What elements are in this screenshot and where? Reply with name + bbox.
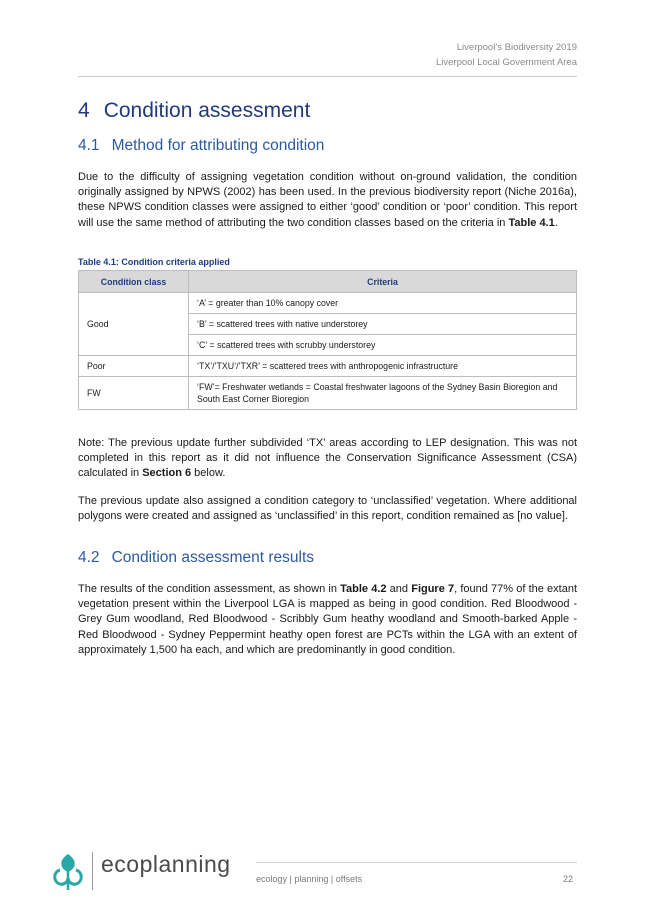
criteria-cell: ‘C’ = scattered trees with scrubby understorey — [189, 335, 577, 356]
condition-criteria-table — [78, 270, 577, 410]
page-number: 22 — [562, 874, 573, 884]
table-caption: Table 4.1: Condition criteria applied — [78, 257, 230, 267]
footer-divider — [256, 862, 577, 863]
table-row — [79, 356, 577, 377]
paragraph-text: , found 77% of the extant vegetation present within the Liverpool LGA is mapped as being in good condition. Red Bloodwood - Grey Gum woodland, Red Bloodwood - Scribbly Gum heathy woodland and Smooth-barked Apple - Red Bloodwood - Sydney Peppermint heathy open forest are PCTs within the LGA with an extent of approximately 1,500 ha each, and which are predominantly in good condition. — [78, 583, 578, 656]
ecoplanning-leaf-icon — [48, 851, 88, 891]
paragraph-results — [78, 582, 577, 658]
criteria-cell: ‘B’ = scattered trees with native understorey — [189, 314, 577, 335]
table-row — [79, 293, 577, 314]
subsection-heading-method — [78, 137, 324, 155]
criteria-cell: ‘TX’/’TXU’/’TXR’ = scattered trees with anthropogenic infrastructure — [189, 356, 577, 377]
section-number: 4 — [78, 99, 90, 122]
condition-class-cell: FW — [79, 377, 189, 410]
condition-class-cell: Poor — [79, 356, 189, 377]
header-criteria: Criteria — [189, 271, 577, 293]
footer-tagline: ecology | planning | offsets — [256, 874, 363, 884]
header-condition-class: Condition class — [79, 271, 189, 293]
table-reference: Table 4.2 — [340, 583, 387, 595]
section-title: Condition assessment — [103, 99, 311, 122]
paragraph-text: Note: The previous update further subdivided ‘TX’ areas according to LEP designation. This was not completed in this report as it did not influence the Conservation Significance Assessment (CSA) calculated in — [78, 437, 577, 480]
section-reference: Section 6 — [142, 467, 192, 480]
table-header-row — [79, 271, 577, 293]
paragraph-text: Due to the difficulty of assigning vegetation condition without on-ground validation, the condition originally assigned by NPWS (2002) has been used. In the previous biodiversity report (Niche 2016a), these NPWS condition classes were assigned to either ‘good’ condition or ‘poor’ condition. This report will use the same method of attributing the two condition classes based on the criteria in — [78, 171, 577, 229]
logo-divider — [92, 852, 93, 890]
subsection-heading-results — [78, 549, 314, 567]
header-report-title: Liverpool’s Biodiversity 2019 — [456, 42, 577, 53]
running-header — [436, 40, 577, 70]
criteria-cell: ‘FW’= Freshwater wetlands = Coastal freshwater lagoons of the Sydney Basin Bioregion and South East Corner Bioregion — [189, 377, 577, 410]
subsection-number: 4.2 — [78, 549, 100, 566]
paragraph-method — [78, 170, 577, 231]
paragraph-text: and — [386, 583, 412, 595]
paragraph-note — [78, 436, 577, 482]
figure-reference: Figure 7 — [411, 583, 455, 595]
header-area: Liverpool Local Government Area — [436, 57, 577, 68]
table-reference: Table 4.1 — [508, 216, 555, 229]
brand-name: ecoplanning — [101, 851, 231, 877]
paragraph-text: . — [554, 216, 558, 229]
subsection-title: Method for attributing condition — [111, 137, 325, 154]
paragraph-text: below. — [191, 467, 226, 480]
subsection-number: 4.1 — [78, 137, 100, 154]
condition-class-cell: Good — [79, 293, 189, 356]
paragraph-unclassified: The previous update also assigned a condition category to ‘unclassified’ vegetation. Where additional polygons were created and assigned as ‘unclassified’ in this report, condition remained as [no value]. — [78, 495, 577, 523]
section-heading — [78, 99, 310, 123]
criteria-cell: ‘A’ = greater than 10% canopy cover — [189, 293, 577, 314]
paragraph-text: The results of the condition assessment, as shown in — [78, 583, 341, 595]
subsection-title: Condition assessment results — [111, 549, 315, 566]
table-row — [79, 377, 577, 410]
header-divider — [78, 76, 577, 77]
